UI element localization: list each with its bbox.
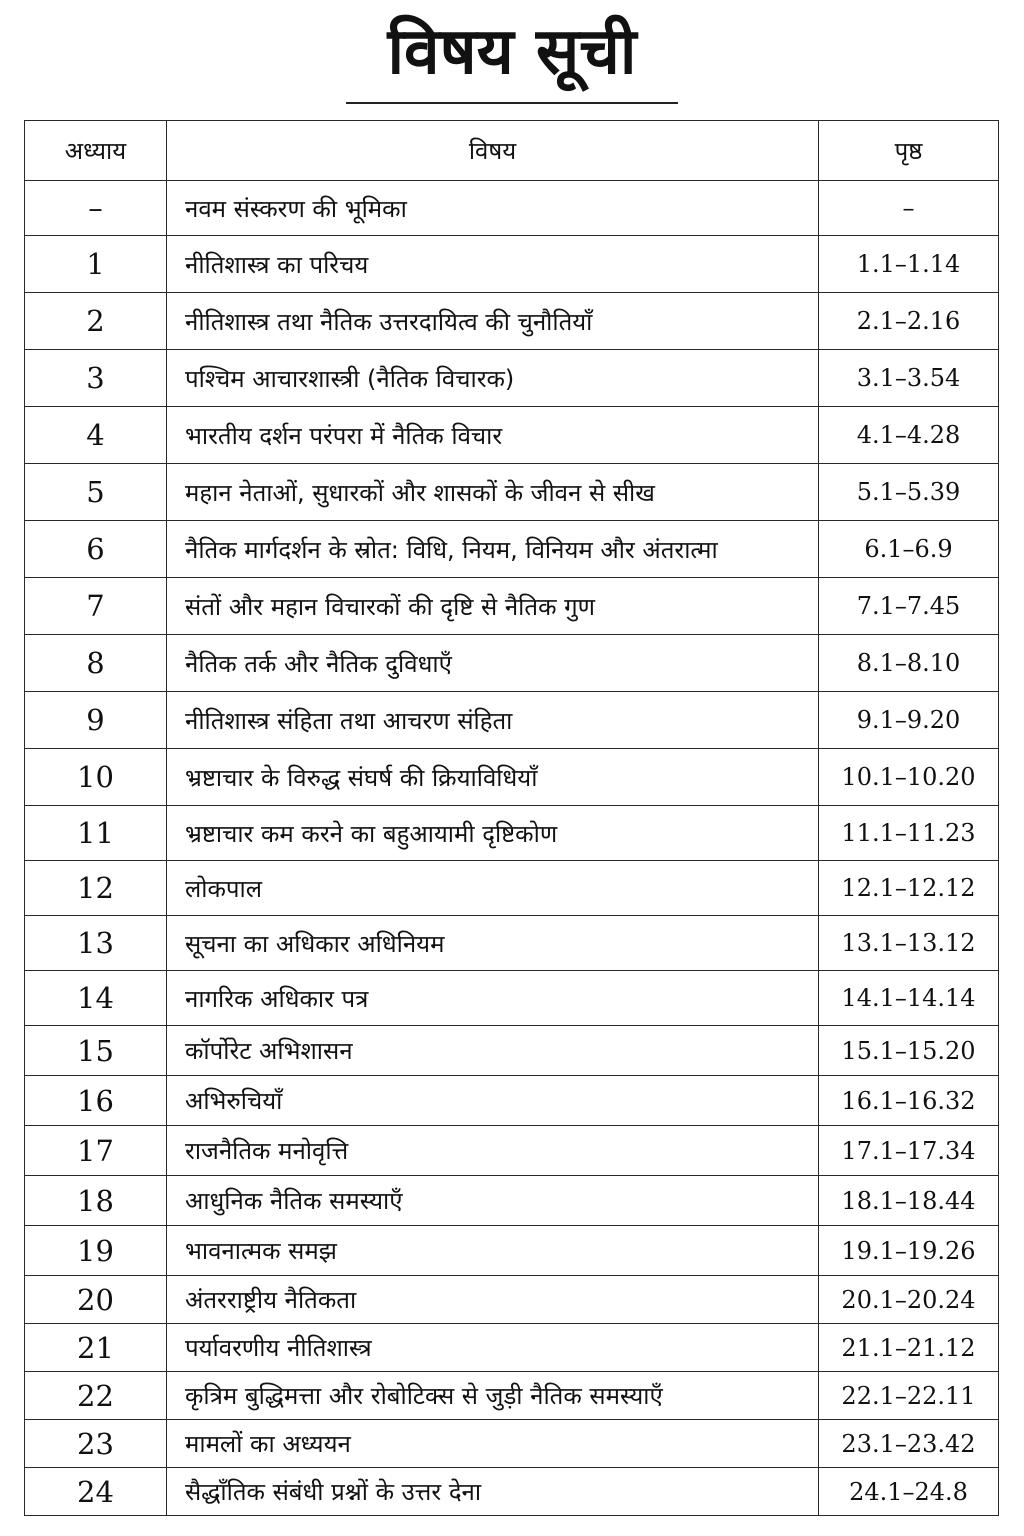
chapter-topic: नैतिक मार्गदर्शन के स्रोत: विधि, नियम, विनियम और अंतरात्मा — [167, 521, 819, 578]
page-range: 12.1–12.12 — [819, 861, 999, 916]
chapter-number: 2 — [25, 293, 167, 350]
chapter-topic: नीतिशास्त्र तथा नैतिक उत्तरदायित्व की चुनौतियाँ — [167, 293, 819, 350]
chapter-number: 7 — [25, 578, 167, 635]
chapter-number: 22 — [25, 1372, 167, 1420]
chapter-number: 14 — [25, 971, 167, 1026]
page-range: 24.1–24.8 — [819, 1468, 999, 1516]
page-range: 8.1–8.10 — [819, 635, 999, 692]
table-row — [25, 1176, 999, 1226]
table-row — [25, 1324, 999, 1372]
chapter-topic: पर्यावरणीय नीतिशास्त्र — [167, 1324, 819, 1372]
table-row — [25, 521, 999, 578]
chapter-topic: संतों और महान विचारकों की दृष्टि से नैतिक गुण — [167, 578, 819, 635]
page-range: 15.1–15.20 — [819, 1026, 999, 1076]
page-title: विषय सूची — [387, 15, 637, 89]
table-row — [25, 236, 999, 293]
chapter-topic: नीतिशास्त्र का परिचय — [167, 236, 819, 293]
chapter-number: 15 — [25, 1026, 167, 1076]
table-row — [25, 692, 999, 749]
title-underline — [346, 102, 678, 104]
page-range: 10.1–10.20 — [819, 749, 999, 806]
page-range: 3.1–3.54 — [819, 350, 999, 407]
page-range: 18.1–18.44 — [819, 1176, 999, 1226]
chapter-topic: सैद्धाँतिक संबंधी प्रश्नों के उत्तर देना — [167, 1468, 819, 1516]
table-row — [25, 916, 999, 971]
chapter-number: 17 — [25, 1126, 167, 1176]
table-row — [25, 464, 999, 521]
page-range: 9.1–9.20 — [819, 692, 999, 749]
page-range: 20.1–20.24 — [819, 1276, 999, 1324]
chapter-number: 21 — [25, 1324, 167, 1372]
page-range: 16.1–16.32 — [819, 1076, 999, 1126]
chapter-number: 11 — [25, 806, 167, 861]
chapter-topic: अभिरुचियाँ — [167, 1076, 819, 1126]
table-row — [25, 1420, 999, 1468]
chapter-number: 9 — [25, 692, 167, 749]
table-row — [25, 1276, 999, 1324]
chapter-topic: नैतिक तर्क और नैतिक दुविधाएँ — [167, 635, 819, 692]
chapter-topic: महान नेताओं, सुधारकों और शासकों के जीवन से सीख — [167, 464, 819, 521]
page-range: 22.1–22.11 — [819, 1372, 999, 1420]
chapter-number: 6 — [25, 521, 167, 578]
chapter-topic: राजनैतिक मनोवृत्ति — [167, 1126, 819, 1176]
chapter-topic: भारतीय दर्शन परंपरा में नैतिक विचार — [167, 407, 819, 464]
page-range: 4.1–4.28 — [819, 407, 999, 464]
table-row — [25, 350, 999, 407]
chapter-number: 23 — [25, 1420, 167, 1468]
table-row — [25, 861, 999, 916]
table-row — [25, 1076, 999, 1126]
chapter-number: 1 — [25, 236, 167, 293]
page-range: 13.1–13.12 — [819, 916, 999, 971]
chapter-topic: मामलों का अध्ययन — [167, 1420, 819, 1468]
page-range: 23.1–23.42 — [819, 1420, 999, 1468]
page-range: 2.1–2.16 — [819, 293, 999, 350]
chapter-number: 5 — [25, 464, 167, 521]
chapter-topic: अंतरराष्ट्रीय नैतिकता — [167, 1276, 819, 1324]
chapter-topic: सूचना का अधिकार अधिनियम — [167, 916, 819, 971]
page-range: 5.1–5.39 — [819, 464, 999, 521]
table-row — [25, 635, 999, 692]
header-topic: विषय — [167, 121, 819, 181]
chapter-number: 18 — [25, 1176, 167, 1226]
chapter-number: 24 — [25, 1468, 167, 1516]
chapter-number: 4 — [25, 407, 167, 464]
table-row — [25, 971, 999, 1026]
chapter-number: – — [25, 181, 167, 236]
chapter-number: 10 — [25, 749, 167, 806]
chapter-topic: लोकपाल — [167, 861, 819, 916]
table-row — [25, 749, 999, 806]
chapter-number: 19 — [25, 1226, 167, 1276]
contents-table — [24, 120, 999, 1516]
header-chapter: अध्याय — [25, 121, 167, 181]
page-range: 11.1–11.23 — [819, 806, 999, 861]
table-row — [25, 181, 999, 236]
chapter-number: 13 — [25, 916, 167, 971]
chapter-topic: भावनात्मक समझ — [167, 1226, 819, 1276]
table-row — [25, 806, 999, 861]
chapter-topic: कॉर्पोरेट अभिशासन — [167, 1026, 819, 1076]
chapter-number: 20 — [25, 1276, 167, 1324]
page-range: 7.1–7.45 — [819, 578, 999, 635]
table-row — [25, 1126, 999, 1176]
table-row — [25, 407, 999, 464]
page-range: 21.1–21.12 — [819, 1324, 999, 1372]
page-range: 14.1–14.14 — [819, 971, 999, 1026]
table-row — [25, 1226, 999, 1276]
page-range: 1.1–1.14 — [819, 236, 999, 293]
chapter-topic: नवम संस्करण की भूमिका — [167, 181, 819, 236]
table-row — [25, 1372, 999, 1420]
table-row — [25, 578, 999, 635]
chapter-number: 12 — [25, 861, 167, 916]
table-row — [25, 1026, 999, 1076]
page-range: 6.1–6.9 — [819, 521, 999, 578]
page-range: 17.1–17.34 — [819, 1126, 999, 1176]
chapter-topic: भ्रष्टाचार कम करने का बहुआयामी दृष्टिकोण — [167, 806, 819, 861]
chapter-number: 8 — [25, 635, 167, 692]
chapter-number: 3 — [25, 350, 167, 407]
chapter-topic: नीतिशास्त्र संहिता तथा आचरण संहिता — [167, 692, 819, 749]
page-range: 19.1–19.26 — [819, 1226, 999, 1276]
chapter-topic: नागरिक अधिकार पत्र — [167, 971, 819, 1026]
table-row — [25, 293, 999, 350]
page-range: – — [819, 181, 999, 236]
header-page: पृष्ठ — [819, 121, 999, 181]
chapter-topic: कृत्रिम बुद्धिमत्ता और रोबोटिक्स से जुड़ी नैतिक समस्याएँ — [167, 1372, 819, 1420]
header-row — [25, 121, 999, 181]
chapter-topic: पश्चिम आचारशास्त्री (नैतिक विचारक) — [167, 350, 819, 407]
chapter-topic: भ्रष्टाचार के विरुद्ध संघर्ष की क्रियाविधियाँ — [167, 749, 819, 806]
table-row — [25, 1468, 999, 1516]
chapter-number: 16 — [25, 1076, 167, 1126]
chapter-topic: आधुनिक नैतिक समस्याएँ — [167, 1176, 819, 1226]
